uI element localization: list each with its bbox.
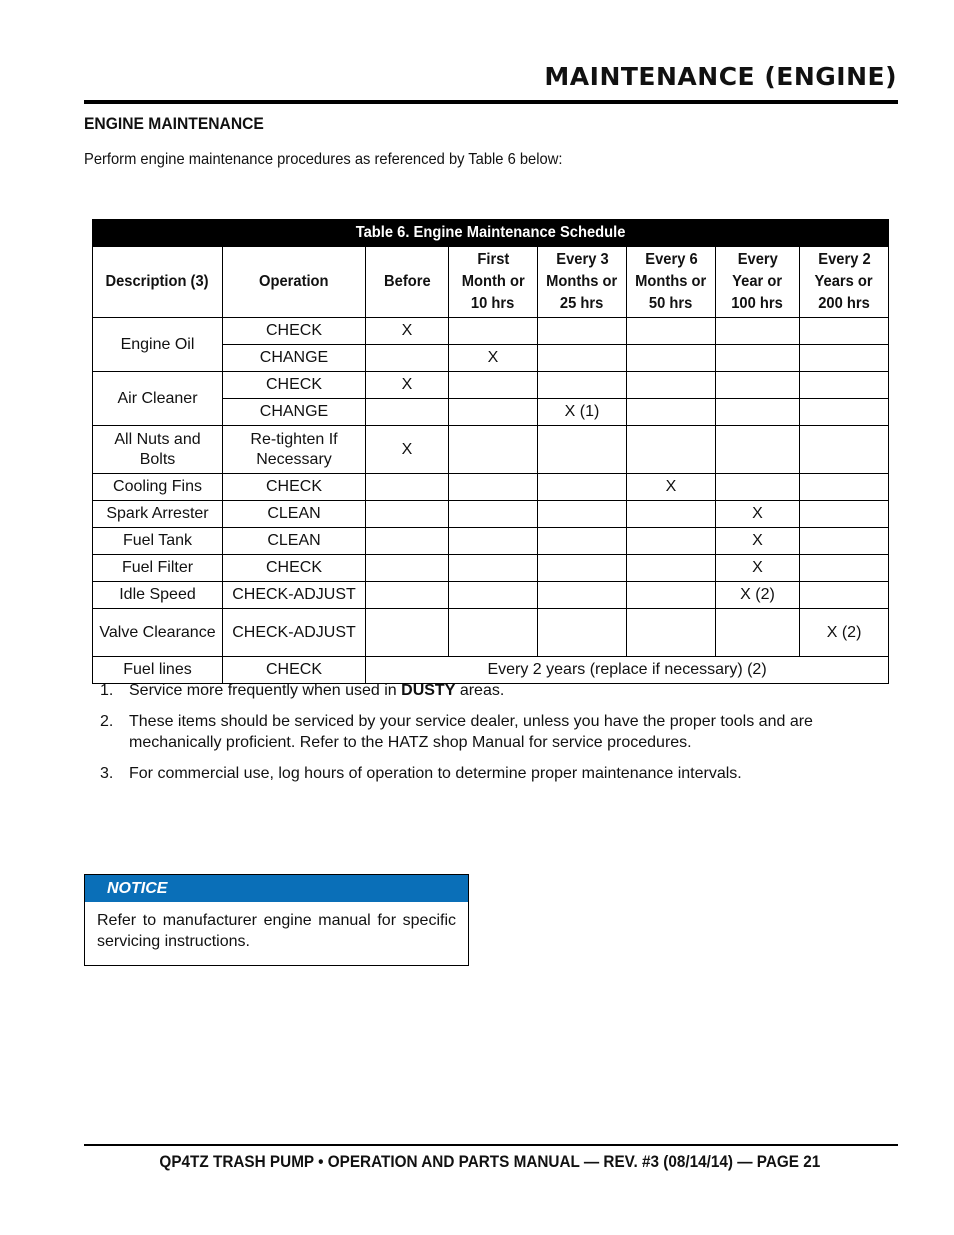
interval-mark (449, 399, 538, 426)
interval-mark: X (366, 372, 449, 399)
interval-mark (716, 426, 800, 474)
table-row (93, 372, 889, 399)
row-operation: CHANGE (223, 345, 366, 372)
footer-rule (84, 1144, 898, 1146)
row-operation: CHECK (223, 555, 366, 582)
interval-mark: X (2) (800, 609, 889, 657)
interval-mark (627, 345, 716, 372)
table-header-row (93, 247, 889, 318)
row-description: Valve Clearance (93, 609, 223, 657)
row-operation: CHECK (223, 474, 366, 501)
interval-mark (449, 318, 538, 345)
interval-mark (538, 426, 627, 474)
interval-mark (538, 318, 627, 345)
interval-mark (627, 501, 716, 528)
interval-mark (800, 345, 889, 372)
column-header: Operation (223, 247, 366, 318)
column-header: Every 3 Months or 25 hrs (538, 247, 627, 318)
maintenance-schedule-table (92, 219, 889, 684)
footnote-item (100, 711, 890, 753)
intro-paragraph: Perform engine maintenance procedures as referenced by Table 6 below: (84, 151, 563, 168)
interval-mark: X (2) (716, 582, 800, 609)
notice-text: Refer to manufacturer engine manual for specific servicing instructions. (97, 912, 456, 950)
interval-mark (449, 609, 538, 657)
interval-mark (800, 528, 889, 555)
footnote-text: For commercial use, log hours of operation to determine proper maintenance intervals. (129, 765, 742, 782)
row-operation: CHECK-ADJUST (223, 609, 366, 657)
interval-mark (800, 399, 889, 426)
row-description: Cooling Fins (93, 474, 223, 501)
interval-mark (449, 474, 538, 501)
interval-mark (538, 372, 627, 399)
interval-mark: X (1) (538, 399, 627, 426)
interval-mark: X (716, 528, 800, 555)
interval-mark (800, 555, 889, 582)
table-row (93, 528, 889, 555)
table-row (93, 609, 889, 657)
row-operation: CHECK (223, 372, 366, 399)
interval-mark (800, 474, 889, 501)
interval-mark (627, 528, 716, 555)
interval-mark (716, 372, 800, 399)
footnotes-list (100, 680, 890, 794)
row-operation: CLEAN (223, 528, 366, 555)
interval-mark (716, 474, 800, 501)
interval-mark (538, 582, 627, 609)
row-operation: Re-tighten If Necessary (223, 426, 366, 474)
interval-mark (538, 555, 627, 582)
row-description: Spark Arrester (93, 501, 223, 528)
interval-mark (366, 345, 449, 372)
interval-mark (800, 318, 889, 345)
row-description: All Nuts and Bolts (93, 426, 223, 474)
page-footer: QP4TZ TRASH PUMP • OPERATION AND PARTS MANUAL — REV. #3 (08/14/14) — PAGE 21 (159, 1152, 820, 1171)
row-description: Engine Oil (93, 318, 223, 372)
interval-mark (366, 582, 449, 609)
row-operation: CHANGE (223, 399, 366, 426)
row-description: Idle Speed (93, 582, 223, 609)
row-description: Fuel lines (93, 657, 223, 684)
row-operation: CLEAN (223, 501, 366, 528)
interval-mark (449, 372, 538, 399)
footnote-text: Service more frequently when used in DUSTY areas. (129, 682, 505, 699)
column-header: Every Year or 100 hrs (716, 247, 800, 318)
interval-mark (627, 372, 716, 399)
interval-mark (449, 528, 538, 555)
row-operation: CHECK-ADJUST (223, 582, 366, 609)
interval-mark: X (449, 345, 538, 372)
interval-mark (716, 609, 800, 657)
interval-mark (800, 501, 889, 528)
interval-mark (800, 426, 889, 474)
interval-mark: X (627, 474, 716, 501)
notice-label: NOTICE (85, 875, 468, 902)
interval-mark: X (716, 501, 800, 528)
interval-mark (366, 555, 449, 582)
footnote-number: 1. (100, 682, 114, 699)
table-caption: Table 6. Engine Maintenance Schedule (93, 220, 889, 247)
row-description: Fuel Filter (93, 555, 223, 582)
interval-mark (800, 582, 889, 609)
column-header: Every 6 Months or 50 hrs (627, 247, 716, 318)
footnote-number: 2. (100, 713, 114, 730)
column-header: First Month or 10 hrs (449, 247, 538, 318)
interval-mark (800, 372, 889, 399)
interval-mark (449, 555, 538, 582)
interval-mark (366, 528, 449, 555)
interval-mark (716, 345, 800, 372)
column-header: Description (3) (93, 247, 223, 318)
table-row (93, 318, 889, 345)
footnote-item (100, 680, 890, 701)
row-operation: CHECK (223, 318, 366, 345)
interval-mark: X (366, 426, 449, 474)
footnote-item (100, 763, 890, 784)
row-description: Fuel Tank (93, 528, 223, 555)
title-rule (84, 100, 898, 104)
interval-mark: X (366, 318, 449, 345)
table-row (93, 555, 889, 582)
column-header: Before (366, 247, 449, 318)
section-heading: ENGINE MAINTENANCE (84, 114, 264, 133)
interval-mark (716, 399, 800, 426)
interval-mark (366, 609, 449, 657)
interval-mark (538, 501, 627, 528)
interval-mark (366, 399, 449, 426)
interval-mark (538, 474, 627, 501)
interval-mark (449, 426, 538, 474)
footnote-number: 3. (100, 765, 114, 782)
row-operation: CHECK (223, 657, 366, 684)
interval-mark (538, 528, 627, 555)
interval-mark (366, 501, 449, 528)
interval-mark (627, 426, 716, 474)
table-row (93, 474, 889, 501)
interval-mark (538, 609, 627, 657)
interval-mark (627, 318, 716, 345)
interval-mark (449, 582, 538, 609)
interval-mark (366, 474, 449, 501)
interval-mark (627, 609, 716, 657)
interval-mark (538, 345, 627, 372)
row-interval-note: Every 2 years (replace if necessary) (2) (366, 657, 889, 684)
interval-mark: X (716, 555, 800, 582)
table-row (93, 426, 889, 474)
notice-box (84, 874, 469, 966)
column-header: Every 2 Years or 200 hrs (800, 247, 889, 318)
row-description: Air Cleaner (93, 372, 223, 426)
interval-mark (449, 501, 538, 528)
page-title: MAINTENANCE (ENGINE) (544, 62, 897, 91)
interval-mark (627, 399, 716, 426)
interval-mark (716, 318, 800, 345)
footnote-text: These items should be serviced by your service dealer, unless you have the proper tools and are mechanically proficient. Refer to the HATZ shop Manual for service procedures. (129, 713, 813, 751)
table-row (93, 582, 889, 609)
table-row (93, 501, 889, 528)
interval-mark (627, 555, 716, 582)
interval-mark (627, 582, 716, 609)
